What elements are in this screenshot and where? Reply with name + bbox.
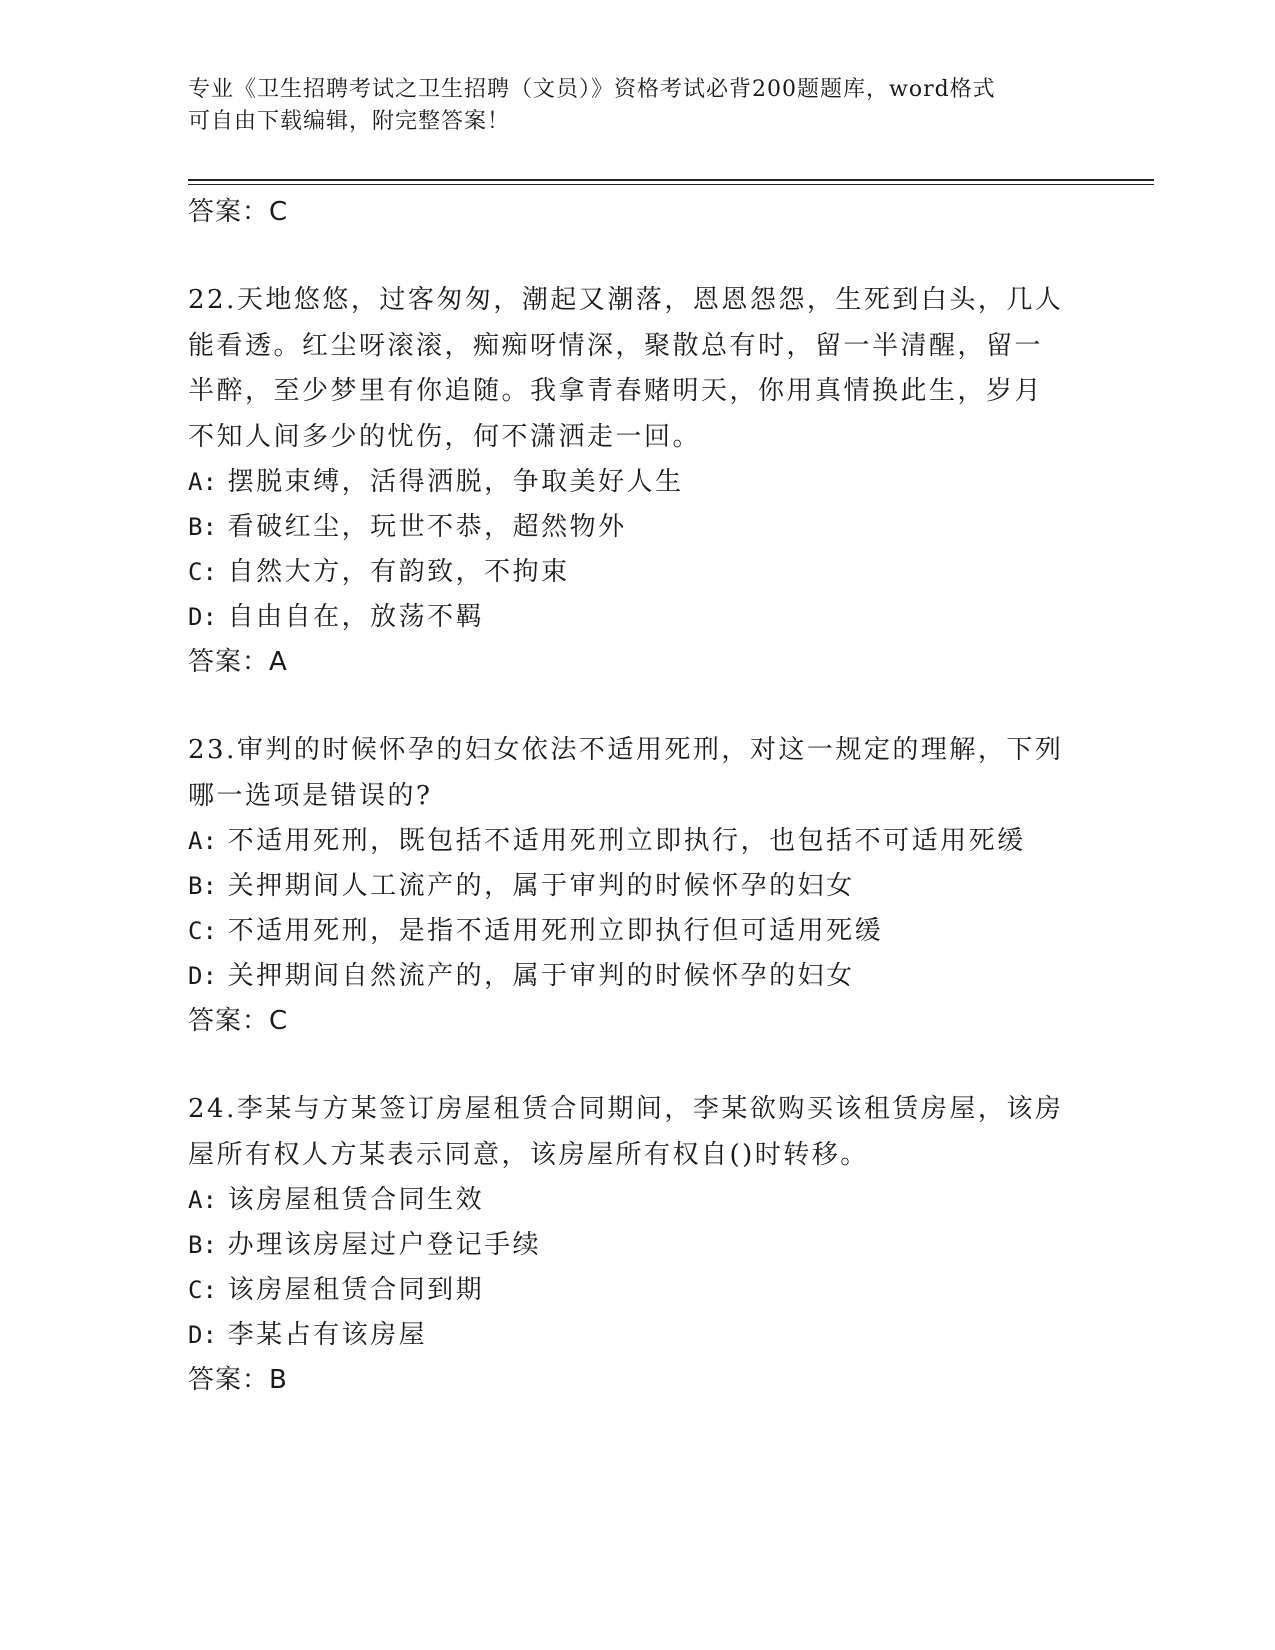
option-b	[188, 505, 1068, 550]
option-letter: A:	[188, 827, 217, 855]
option-c	[188, 1268, 1068, 1313]
option-text: 摆脱束缚，活得洒脱，争取美好人生	[227, 467, 684, 497]
option-a	[188, 819, 1068, 864]
question-answer	[188, 1358, 1068, 1402]
question-answer	[188, 640, 1068, 684]
option-c	[188, 550, 1068, 595]
option-a	[188, 1178, 1068, 1223]
answer-label: 答案：	[188, 1006, 270, 1036]
question-stem: 22.天地悠悠，过客匆匆，潮起又潮落，恩恩怨怨，生死到白头，几人能看透。红尘呀滚滚，痴痴呀情深，聚散总有时，留一半清醒，留一半醉，至少梦里有你追随。我拿青春赌明天，你用真情换此生，岁月不知人间多少的忧伤，何不潇洒走一回。	[188, 285, 1064, 452]
option-letter: D:	[188, 603, 217, 631]
answer-value: A	[269, 647, 288, 677]
previous-answer	[188, 190, 1068, 234]
option-text: 自然大方，有韵致，不拘束	[227, 557, 570, 587]
option-letter: C:	[188, 917, 217, 945]
option-letter: D:	[188, 962, 217, 990]
option-letter: B:	[188, 872, 217, 900]
option-a	[188, 460, 1068, 505]
header-divider-thin	[188, 184, 1154, 185]
header-divider-thick	[188, 179, 1154, 181]
answer-value: C	[269, 1006, 289, 1036]
option-text: 不适用死刑，既包括不适用死刑立即执行，也包括不可适用死缓	[227, 826, 1026, 856]
answer-label: 答案：	[188, 197, 270, 227]
option-text: 该房屋租赁合同到期	[227, 1275, 485, 1305]
option-b	[188, 1223, 1068, 1268]
option-letter: B:	[188, 1231, 217, 1259]
answer-value: C	[269, 197, 289, 227]
question-22	[188, 278, 1068, 684]
option-text: 李某占有该房屋	[227, 1320, 428, 1350]
option-text: 办理该房屋过户登记手续	[227, 1230, 542, 1260]
option-letter: B:	[188, 513, 217, 541]
question-answer	[188, 999, 1068, 1043]
header-line-2: 可自由下载编辑，附完整答案！	[188, 109, 511, 134]
answer-label: 答案：	[188, 1365, 270, 1395]
option-text: 该房屋租赁合同生效	[227, 1185, 485, 1215]
option-text: 不适用死刑，是指不适用死刑立即执行但可适用死缓	[227, 916, 884, 946]
option-b	[188, 864, 1068, 909]
question-stem: 23.审判的时候怀孕的妇女依法不适用死刑，对这一规定的理解，下列哪一选项是错误的?	[188, 735, 1064, 811]
question-23	[188, 728, 1068, 1043]
option-d	[188, 954, 1068, 999]
option-text: 看破红尘，玩世不恭，超然物外	[227, 512, 627, 542]
answer-value: B	[269, 1365, 288, 1395]
option-d	[188, 1313, 1068, 1358]
option-letter: A:	[188, 468, 217, 496]
option-letter: A:	[188, 1186, 217, 1214]
answer-label: 答案：	[188, 647, 270, 677]
option-text: 关押期间自然流产的，属于审判的时候怀孕的妇女	[227, 961, 855, 991]
option-text: 自由自在，放荡不羁	[227, 602, 485, 632]
option-c	[188, 909, 1068, 954]
document-header	[188, 74, 1068, 138]
option-letter: C:	[188, 558, 217, 586]
question-24	[188, 1087, 1068, 1402]
question-stem: 24.李某与方某签订房屋租赁合同期间，李某欲购买该租赁房屋，该房屋所有权人方某表示同意，该房屋所有权自()时转移。	[188, 1094, 1064, 1170]
question-list	[188, 190, 1068, 1446]
option-letter: D:	[188, 1321, 217, 1349]
option-d	[188, 595, 1068, 640]
option-letter: C:	[188, 1276, 217, 1304]
option-text: 关押期间人工流产的，属于审判的时候怀孕的妇女	[227, 871, 855, 901]
header-line-1: 专业《卫生招聘考试之卫生招聘（文员）》资格考试必背200题题库，word格式	[188, 77, 996, 102]
